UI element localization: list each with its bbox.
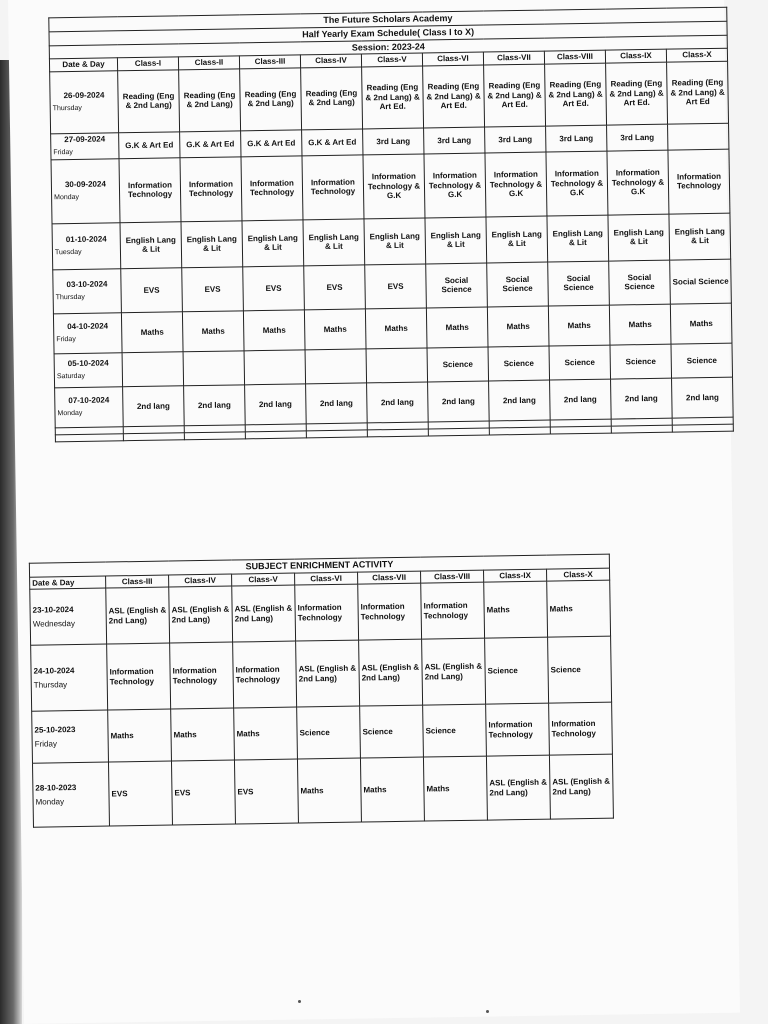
class-header: Class-VIII (544, 51, 605, 65)
subject-cell: Maths (426, 307, 488, 348)
enrichment-title: SUBJECT ENRICHMENT ACTIVITY (29, 554, 609, 577)
enrichment-row (30, 581, 611, 646)
subject-cell: English Lang & Lit (486, 216, 548, 263)
subject-cell: EVS (304, 265, 366, 310)
class-header: Class-IV (300, 54, 361, 68)
blank-cell (611, 425, 672, 433)
blank-cell (306, 430, 367, 438)
date-day-header: Date & Day (49, 58, 117, 72)
exam-date: 03-10-2024 (66, 279, 108, 290)
exam-date: 07-10-2024 (68, 395, 110, 406)
activity-cell: ASL (English & 2nd Lang) (296, 640, 360, 707)
activity-day: Monday (35, 797, 65, 807)
date-cell (55, 387, 124, 428)
exam-date: 04-10-2024 (67, 321, 109, 332)
subject-cell: English Lang & Lit (425, 217, 487, 264)
subject-cell: 2nd lang (428, 381, 490, 422)
class-header: Class-III (239, 55, 300, 69)
exam-day: Friday (53, 149, 73, 157)
activity-cell: Science (548, 637, 612, 704)
schedule-row (50, 61, 729, 134)
subject-cell: G.K & Art Ed (180, 131, 241, 158)
activity-cell: ASL (English & 2nd Lang) (486, 755, 550, 820)
subject-cell: 2nd lang (611, 378, 673, 419)
class-header: Class-VII (483, 51, 544, 65)
subject-cell: English Lang & Lit (242, 220, 304, 267)
blank-cell (367, 429, 428, 437)
schedule-title: Half Yearly Exam Schedule( Class I to X) (49, 21, 727, 45)
exam-date: 01-10-2024 (65, 234, 107, 245)
activity-cell: Maths (171, 708, 235, 761)
subject-cell (366, 348, 428, 383)
enrichment-body (30, 581, 614, 828)
class-header: Class-IX (605, 50, 666, 64)
activity-cell: Information Technology (486, 703, 550, 756)
subject-cell: Information Technology & G.K (363, 154, 425, 219)
class-header: Class-I (117, 57, 178, 71)
class-header: Class-V (361, 53, 422, 67)
subject-cell: Science (549, 345, 611, 380)
activity-cell: ASL (English & 2nd Lang) (359, 639, 423, 706)
enrichment-class-header: Class-V (232, 573, 295, 587)
activity-cell: Information Technology (358, 583, 422, 640)
exam-day: Tuesday (54, 248, 82, 257)
enrichment-class-header: Class-IV (169, 574, 232, 588)
enrichment-class-header: Class-IX (484, 569, 547, 583)
enrichment-class-header: Class-VI (295, 572, 358, 586)
subject-cell: Maths (487, 306, 549, 347)
subject-cell: EVS (182, 267, 244, 312)
blank-cell (55, 434, 123, 442)
enrichment-class-header: Class-III (106, 575, 169, 589)
enrichment-row (32, 702, 613, 763)
enrichment-row (32, 754, 613, 827)
subject-cell: Information Technology & G.K (424, 153, 486, 218)
subject-cell: Information Technology & G.K (546, 151, 608, 216)
enrichment-row (31, 637, 612, 712)
subject-cell: Information Technology (180, 157, 242, 222)
subject-cell: 2nd lang (672, 377, 734, 418)
activity-cell: Information Technology (233, 641, 297, 708)
schedule-row (51, 149, 730, 224)
subject-cell: G.K & Art Ed (302, 129, 363, 156)
subject-cell: 2nd lang (245, 384, 307, 425)
blank-cell (123, 433, 184, 441)
activity-cell: Information Technology (170, 642, 234, 709)
enrichment-class-header: Class-VIII (421, 570, 484, 584)
subject-cell: Reading (Eng & 2nd Lang) & Art Ed. (606, 62, 668, 125)
subject-cell: Social Science (609, 260, 671, 305)
date-cell (50, 71, 119, 134)
activity-day: Thursday (33, 680, 68, 690)
activity-cell: Information Technology (421, 582, 485, 639)
subject-cell: Maths (609, 304, 671, 345)
activity-cell: EVS (234, 759, 298, 824)
subject-cell: G.K & Art Ed (119, 132, 180, 159)
subject-cell: Reading (Eng & 2nd Lang) & Art Ed (667, 61, 729, 124)
speck (486, 1010, 489, 1013)
subject-cell: Maths (243, 310, 305, 351)
subject-cell (305, 349, 367, 384)
exam-day: Monday (57, 409, 83, 418)
subject-cell: Maths (182, 311, 244, 352)
subject-cell: Maths (365, 308, 427, 349)
subject-cell: 2nd lang (306, 383, 368, 424)
subject-cell: 2nd lang (550, 379, 612, 420)
exam-schedule-table (48, 7, 734, 443)
date-cell (53, 269, 122, 314)
subject-cell: Social Science (670, 259, 732, 304)
activity-date: 23-10-2024 (32, 605, 74, 615)
blank-cell (672, 424, 733, 432)
subject-cell: Science (671, 343, 733, 378)
subject-cell: English Lang & Lit (181, 221, 243, 268)
activity-cell: ASL (English & 2nd Lang) (422, 638, 486, 705)
subject-cell: Maths (121, 312, 183, 353)
blank-cell (550, 426, 611, 434)
subject-cell: EVS (365, 264, 427, 309)
date-cell (51, 133, 119, 160)
activity-cell: Maths (360, 757, 424, 822)
date-cell (54, 353, 123, 388)
subject-cell: 2nd lang (367, 382, 429, 423)
subject-cell: 2nd lang (489, 380, 551, 421)
exam-day: Thursday (52, 104, 82, 113)
class-header: Class-X (666, 49, 727, 63)
subject-cell (122, 352, 184, 387)
activity-cell: Maths (234, 707, 298, 760)
class-header: Class-II (178, 56, 239, 70)
subject-cell: 3rd Lang (607, 124, 668, 151)
activity-cell: EVS (108, 761, 172, 826)
activity-cell: Maths (423, 756, 487, 821)
subject-cell: Maths (670, 303, 732, 344)
activity-cell: Science (297, 706, 361, 759)
enrichment-class-header: Class-X (547, 568, 610, 582)
blank-cell (245, 431, 306, 439)
subject-cell: Information Technology (241, 156, 303, 221)
exam-day: Thursday (55, 293, 85, 302)
enrichment-date-cell (30, 588, 107, 645)
subject-cell: Reading (Eng & 2nd Lang) & Art Ed. (484, 64, 546, 127)
enrichment-date-cell (31, 644, 108, 711)
exam-day: Saturday (56, 372, 86, 381)
exam-date: 27-09-2024 (64, 134, 106, 145)
activity-cell: Maths (108, 709, 172, 762)
school-name: The Future Scholars Academy (49, 7, 727, 31)
subject-cell (668, 123, 730, 150)
subject-cell: G.K & Art Ed (241, 130, 302, 157)
subject-cell: EVS (243, 266, 305, 311)
blank-cell (489, 427, 550, 435)
activity-cell: ASL (English & 2nd Lang) (169, 586, 233, 643)
date-cell (52, 223, 121, 270)
activity-day: Wednesday (32, 618, 75, 629)
subject-cell: Science (610, 344, 672, 379)
activity-cell: EVS (171, 760, 235, 825)
subject-cell: English Lang & Lit (364, 218, 426, 265)
subject-cell: 3rd Lang (363, 128, 424, 155)
subject-cell: Reading (Eng & 2nd Lang) & Art Ed. (362, 66, 424, 129)
subject-cell: Social Science (487, 262, 549, 307)
session-label: Session: 2023-24 (49, 35, 727, 59)
subject-cell (183, 351, 245, 386)
activity-cell: Information Technology (107, 643, 171, 710)
enrichment-date-cell (32, 710, 109, 763)
blank-cell (428, 428, 489, 436)
subject-cell: Maths (304, 309, 366, 350)
subject-cell: Reading (Eng & 2nd Lang) (179, 69, 241, 132)
date-cell (51, 159, 120, 224)
subject-cell: Reading (Eng & 2nd Lang) (301, 67, 363, 130)
subject-cell: Information Technology & G.K (485, 152, 547, 217)
activity-cell: ASL (English & 2nd Lang) (549, 754, 613, 819)
enrichment-date-header: Date & Day (30, 576, 106, 590)
subject-cell: Information Technology (668, 149, 730, 214)
exam-date: 30-09-2024 (64, 179, 106, 190)
subject-cell: 2nd lang (184, 385, 246, 426)
date-cell (53, 313, 122, 354)
blank-cell (184, 432, 245, 440)
subject-cell: Reading (Eng & 2nd Lang) (118, 70, 180, 133)
subject-cell: English Lang & Lit (547, 215, 609, 262)
activity-cell: Science (360, 705, 424, 758)
activity-cell: Maths (484, 582, 548, 639)
activity-cell: ASL (English & 2nd Lang) (232, 585, 296, 642)
subject-cell: Science (427, 347, 489, 382)
subject-cell: Social Science (426, 263, 488, 308)
exam-day: Monday (54, 193, 80, 202)
class-header: Class-VI (422, 52, 483, 66)
subject-cell: Reading (Eng & 2nd Lang) & Art Ed. (545, 63, 607, 126)
subject-cell: EVS (121, 268, 183, 313)
activity-cell: Information Technology (295, 584, 359, 641)
subject-cell: 3rd Lang (546, 125, 607, 152)
speck (298, 1000, 301, 1003)
subject-cell: English Lang & Lit (303, 219, 365, 266)
subject-cell: 3rd Lang (485, 126, 546, 153)
subject-cell: English Lang & Lit (120, 222, 182, 269)
activity-cell: Science (423, 704, 487, 757)
activity-cell: Maths (297, 758, 361, 823)
exam-date: 26-09-2024 (63, 90, 105, 101)
activity-cell: Science (485, 637, 549, 704)
subject-cell: Social Science (548, 261, 610, 306)
subject-cell: Science (488, 346, 550, 381)
subject-cell: Reading (Eng & 2nd Lang) & Art Ed. (423, 65, 485, 128)
enrichment-class-header: Class-VII (358, 571, 421, 585)
activity-date: 24-10-2024 (33, 666, 75, 676)
subject-cell: Maths (548, 305, 610, 346)
subject-cell: Information Technology (302, 155, 364, 220)
schedule-body (50, 61, 734, 442)
subject-cell: English Lang & Lit (608, 214, 670, 261)
subject-cell: Reading (Eng & 2nd Lang) (240, 68, 302, 131)
subject-cell: 3rd Lang (424, 127, 485, 154)
exam-day: Friday (56, 336, 76, 344)
activity-date: 28-10-2023 (35, 783, 77, 793)
subject-cell (244, 350, 306, 385)
activity-day: Friday (34, 739, 57, 749)
subject-cell: English Lang & Lit (669, 213, 731, 260)
exam-schedule-sheet (8, 0, 740, 1024)
activity-date: 25-10-2023 (34, 725, 76, 735)
subject-cell: Information Technology & G.K (607, 150, 669, 215)
activity-cell: Maths (547, 581, 611, 638)
exam-date: 05-10-2024 (67, 358, 109, 369)
enrichment-table (29, 554, 614, 828)
activity-cell: ASL (English & 2nd Lang) (106, 587, 170, 644)
subject-cell: Information Technology (119, 158, 181, 223)
activity-cell: Information Technology (549, 702, 613, 755)
enrichment-date-cell (32, 762, 109, 827)
subject-cell: 2nd lang (123, 386, 185, 427)
